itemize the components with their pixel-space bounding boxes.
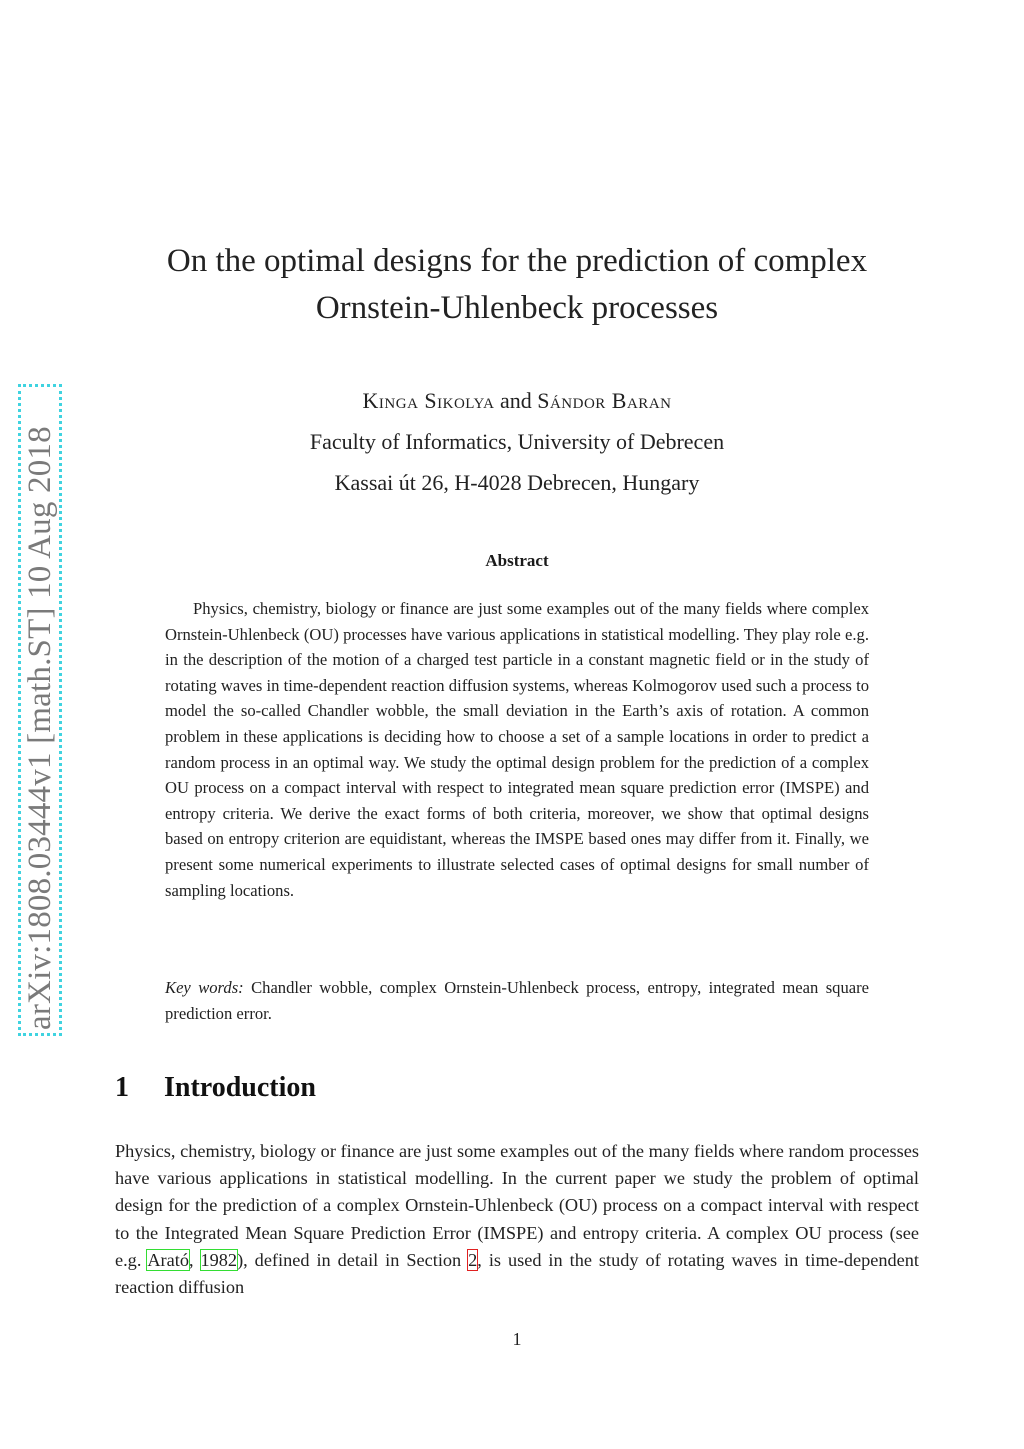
author-separator: and [494, 388, 538, 413]
citation-separator: , [188, 1249, 201, 1270]
paper-title [115, 238, 919, 332]
section-title: Introduction [164, 1072, 316, 1103]
citation-link-author[interactable]: Arató [147, 1249, 189, 1270]
intro-text-part-2: ), defined in detail in Section [237, 1249, 469, 1270]
author-names [115, 380, 919, 421]
address: Kassai út 26, H-4028 Debrecen, Hungary [334, 470, 700, 495]
abstract-heading: Abstract [485, 551, 549, 570]
author-1: Kinga Sikolya [362, 388, 495, 413]
section-reference-link[interactable]: 2 [468, 1249, 478, 1270]
abstract-text: Physics, chemistry, biology or finance are just some examples out of the many fields where complex Ornstein-Uhlenbeck (OU) processes have various applications in statistical modelling. They play role e.g. in the description of the motion of a charged test particle in a constant magnetic field or in the study of rotating waves in time-dependent reaction diffusion systems, whereas Kolmogorov used such a process to model the so-called Chandler wobble, the small deviation in the Earth’s axis of rotation. A common problem in these applications is deciding how to choose a set of a sample locations in order to predict a random process in an optimal way. We study the optimal design problem for the prediction of a complex OU process on a compact interval with respect to integrated mean square prediction error (IMSPE) and entropy criteria. We derive the exact forms of both criteria, moreover, we show that optimal designs based on entropy criterion are equidistant, whereas the IMSPE based ones may differ from it. Finally, we present some numerical experiments to illustrate selected cases of optimal designs for small number of sampling locations. [165, 599, 869, 900]
citation-link-year[interactable]: 1982 [200, 1249, 238, 1270]
keywords [165, 975, 869, 1026]
title-line-2: Ornstein-Uhlenbeck processes [315, 290, 719, 326]
section-number: 1 [115, 1072, 129, 1103]
keywords-label: Key words: [165, 978, 244, 997]
page-number: 1 [512, 1329, 522, 1349]
arxiv-identifier: arXiv:1808.03444v1 [math.ST] 10 Aug 2018 [22, 426, 58, 1030]
introduction-paragraph [115, 1138, 919, 1301]
intro-text-part-1: Physics, chemistry, biology or finance are just some examples out of the many fields where random processes have various applications in statistical modelling. In the current paper we study the problem of optimal design for the prediction of a complex Ornstein-Uhlenbeck (OU) process on a compact interval with respect to the Integrated Mean Square Prediction Error (IMSPE) and entropy criteria. A complex OU process (see e.g. [115, 1141, 919, 1270]
affiliation: Faculty of Informatics, University of Debrecen [309, 429, 725, 454]
author-block [115, 380, 919, 503]
author-2: Sándor Baran [537, 388, 672, 413]
intro-text-part-3: , is used in the study of rotating waves in time-dependent reaction diffusion [115, 1249, 919, 1298]
title-line-1: On the optimal designs for the prediction of complex [166, 243, 868, 279]
keywords-text: Chandler wobble, complex Ornstein-Uhlenbeck process, entropy, integrated mean square prediction error. [165, 978, 869, 1023]
section-heading-introduction [115, 1072, 919, 1104]
